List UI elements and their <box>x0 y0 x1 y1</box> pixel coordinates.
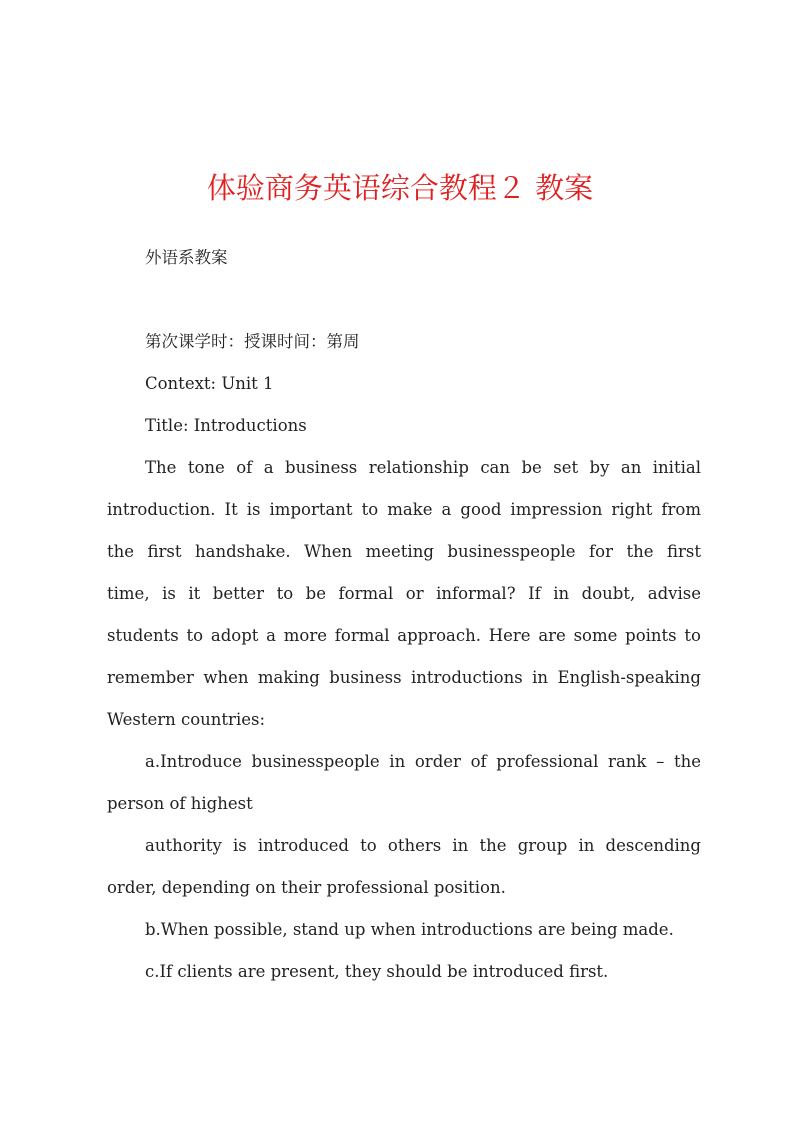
paragraph-line: introduction. It is important to make a good impression right from <box>107 500 701 519</box>
lesson-title: Title: Introductions <box>145 416 307 435</box>
document-title: 体验商务英语综合教程２ 教案 <box>206 171 594 205</box>
paragraph-line: time, is it better to be formal or informal? If in doubt, advise <box>107 584 701 603</box>
paragraph-line: the first handshake. When meeting businesspeople for the first <box>107 542 701 561</box>
point-a-line: a.Introduce businesspeople in order of professional rank – the <box>145 752 701 771</box>
point-a-continuation-line: order, depending on their professional position. <box>107 878 506 897</box>
paragraph-line: Western countries: <box>107 710 266 729</box>
paragraph-line: The tone of a business relationship can be set by an initial <box>145 458 701 477</box>
point-c: c.If clients are present, they should be introduced first. <box>145 962 609 981</box>
paragraph-line: students to adopt a more formal approach. Here are some points to <box>107 626 701 645</box>
point-a-continuation-line: authority is introduced to others in the group in descending <box>145 836 701 855</box>
point-b: b.When possible, stand up when introductions are being made. <box>145 920 674 939</box>
point-a-line: person of highest <box>107 794 253 813</box>
session-info: 第次课学时：授课时间：第周 <box>145 332 360 351</box>
paragraph-line: remember when making business introductions in English-speaking <box>107 668 701 687</box>
department-label: 外语系教案 <box>145 248 228 267</box>
context-line: Context: Unit 1 <box>145 374 274 393</box>
